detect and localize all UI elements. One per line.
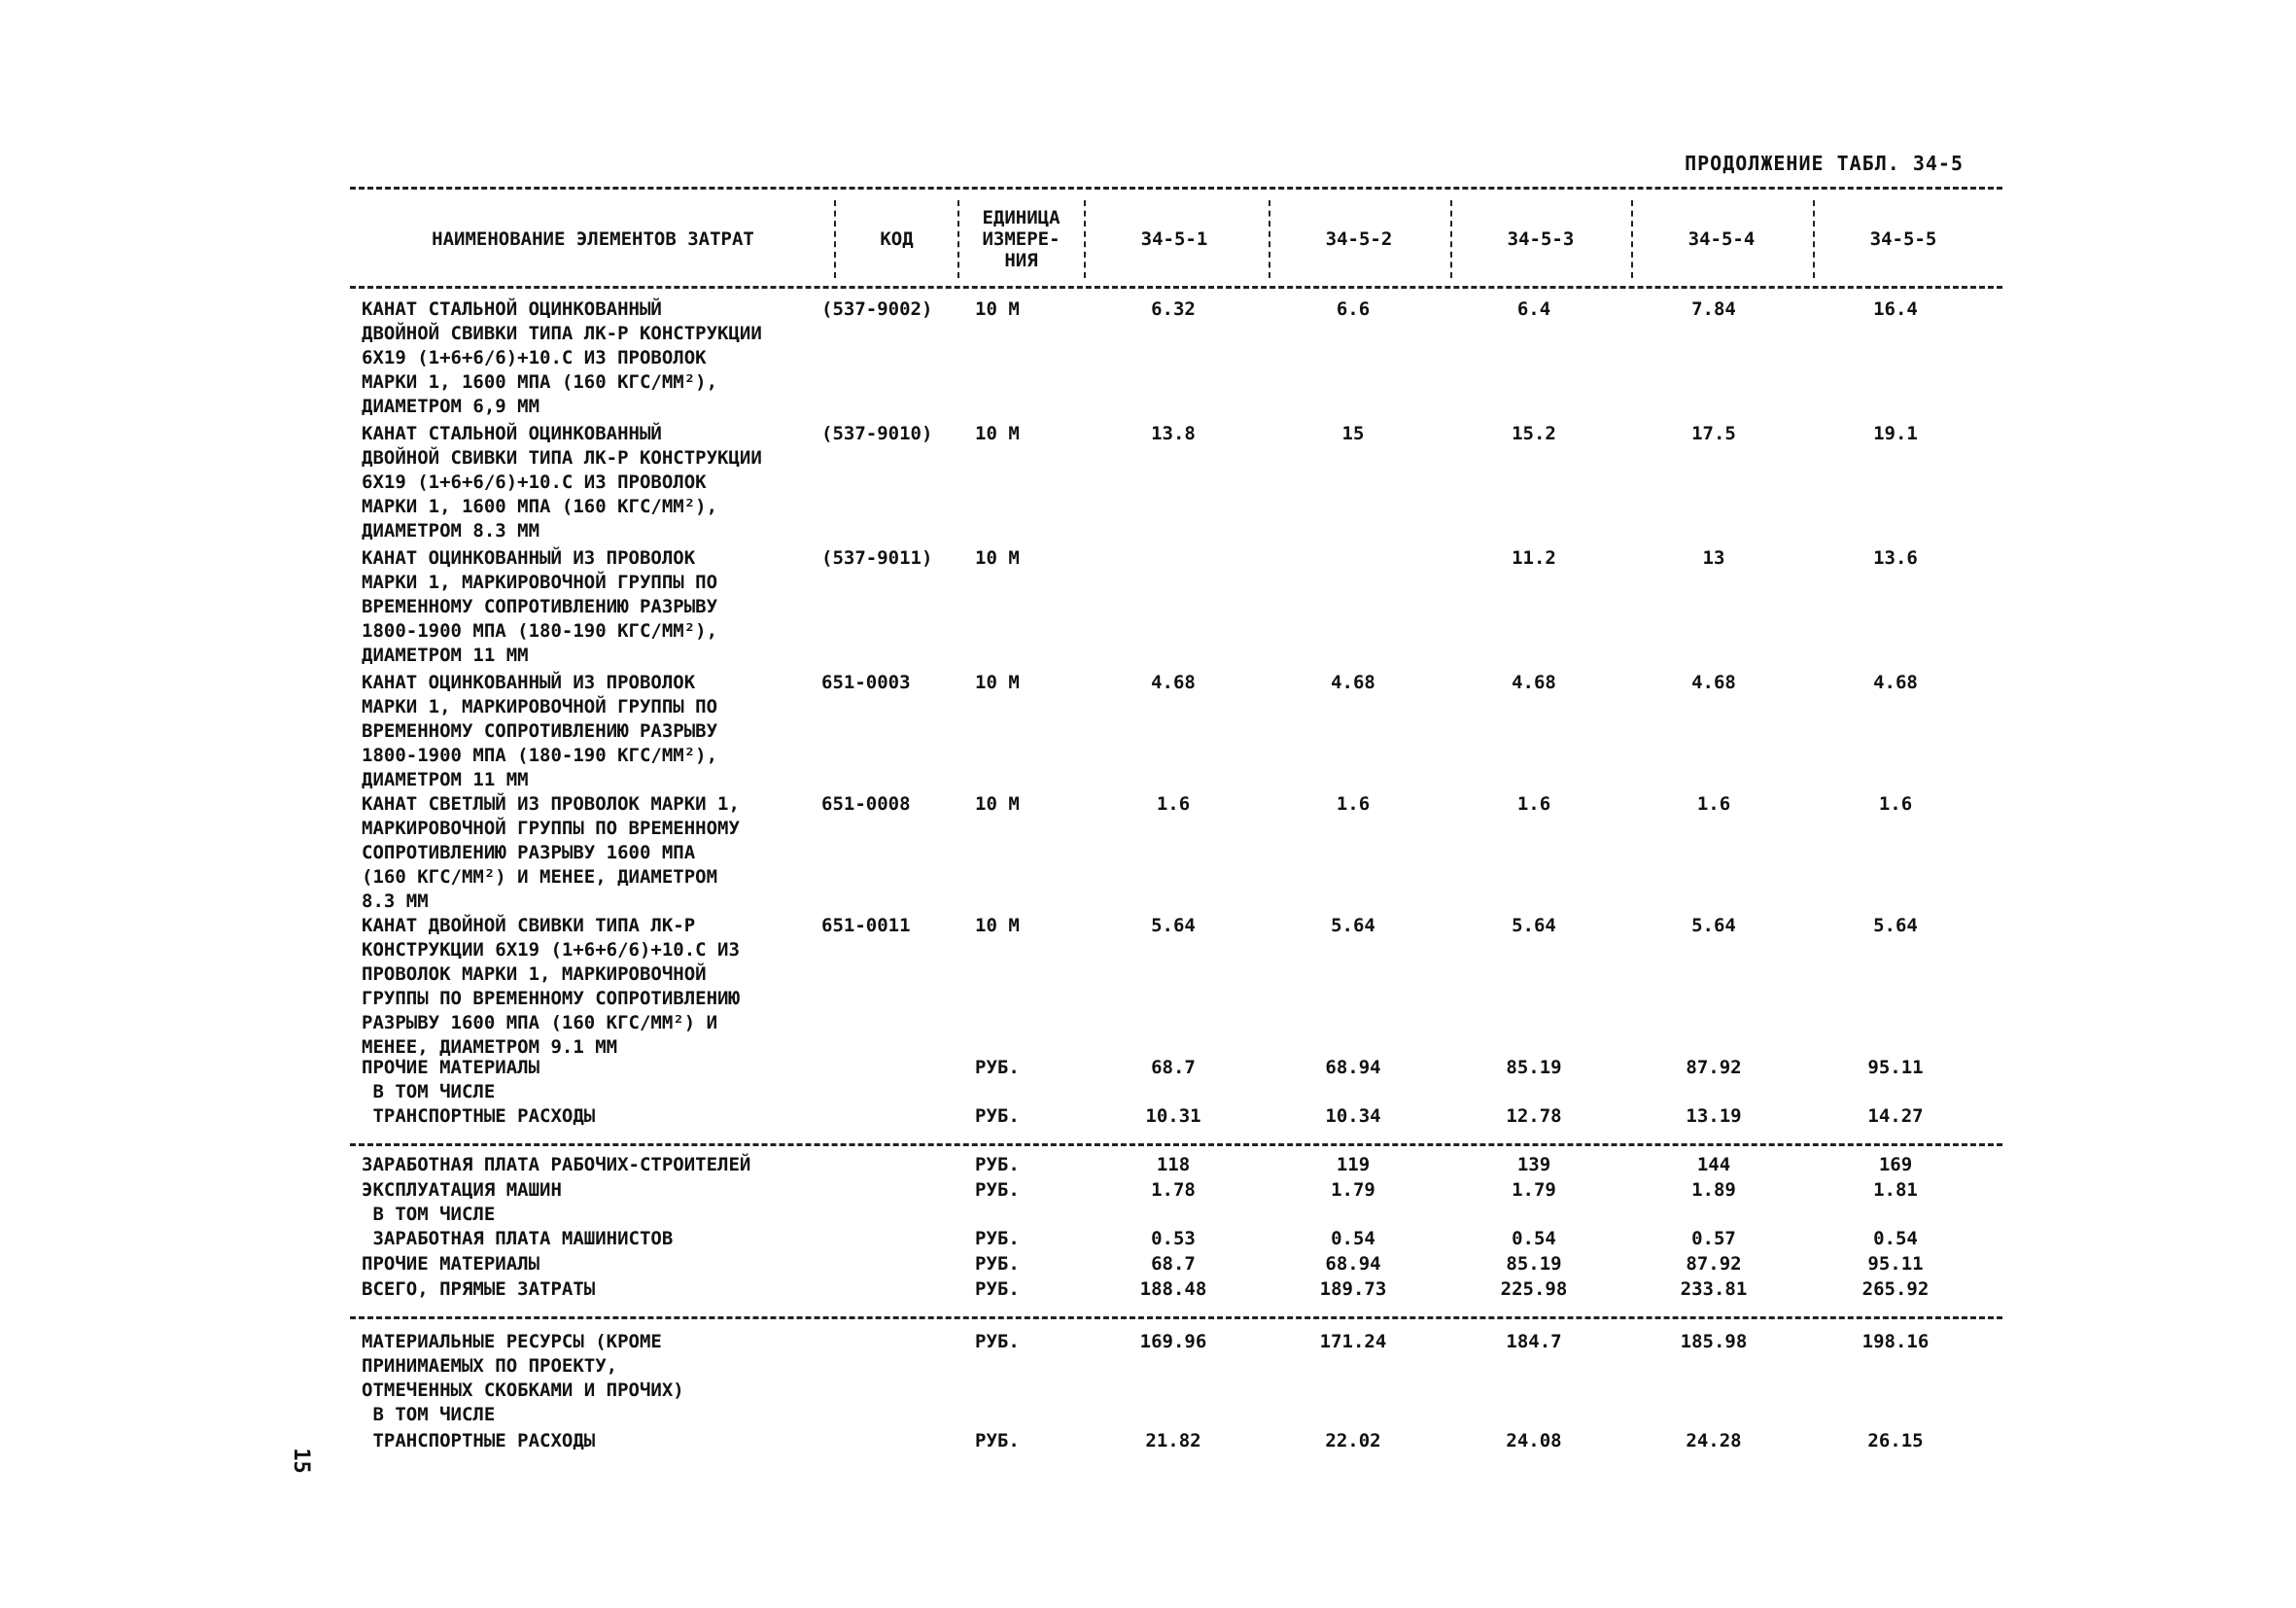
row-value-5: 19.1 (1873, 423, 1918, 444)
row-value-5: 95.11 (1867, 1057, 1924, 1078)
row-name: КАНАТ ОЦИНКОВАННЫЙ ИЗ ПРОВОЛОК МАРКИ 1, МАРКИРОВОЧНОЙ ГРУППЫ ПО ВРЕМЕННОМУ СОПРОТИВЛЕНИЮ РАЗРЫВУ 1800-1900 МПА (180-190 КГС/ММ²), ДИАМЕТРОМ 11 ММ (362, 672, 718, 790)
row-value-4: 87.92 (1686, 1057, 1742, 1078)
row-value-3: 24.08 (1506, 1430, 1562, 1451)
row-name: ТРАНСПОРТНЫЕ РАСХОДЫ (362, 1430, 596, 1451)
row-value-4: 7.84 (1691, 298, 1736, 320)
row-value-2: 15 (1341, 423, 1365, 444)
row-value-1: 1.6 (1156, 793, 1191, 815)
row-value-4: 5.64 (1691, 915, 1736, 936)
row-value-4: 13 (1702, 547, 1725, 569)
row-value-5: 16.4 (1873, 298, 1918, 320)
row-value-2: 119 (1336, 1154, 1371, 1175)
row-name: МАТЕРИАЛЬНЫЕ РЕСУРСЫ (КРОМЕ ПРИНИМАЕМЫХ ПО ПРОЕКТУ, ОТМЕЧЕННЫХ СКОБКАМИ И ПРОЧИХ) В ТОМ ЧИСЛЕ (362, 1331, 684, 1425)
row-value-5: 13.6 (1873, 547, 1918, 569)
page-number: 15 (288, 1448, 313, 1474)
row-name: КАНАТ СТАЛЬНОЙ ОЦИНКОВАННЫЙ ДВОЙНОЙ СВИВКИ ТИПА ЛК-Р КОНСТРУКЦИИ 6Х19 (1+6+6/6)+10.С ИЗ ПРОВОЛОК МАРКИ 1, 1600 МПА (160 КГС/ММ²), ДИАМЕТРОМ 6,9 ММ (362, 298, 762, 417)
row-value-1: 68.7 (1151, 1057, 1196, 1078)
section-rule (350, 1316, 2002, 1319)
row-value-1: 6.32 (1151, 298, 1196, 320)
header-col-5: 34-5-5 (1869, 228, 1937, 250)
row-code: (537-9002) (821, 298, 933, 320)
row-value-3: 0.54 (1512, 1228, 1556, 1249)
header-col-3: 34-5-3 (1507, 228, 1575, 250)
header-code: КОД (880, 228, 914, 250)
row-value-3: 139 (1516, 1154, 1551, 1175)
row-value-5: 1.81 (1873, 1179, 1918, 1201)
row-unit: 10 М (975, 298, 1020, 320)
row-value-2: 4.68 (1331, 672, 1375, 693)
header-name: НАИМЕНОВАНИЕ ЭЛЕМЕНТОВ ЗАТРАТ (432, 228, 754, 250)
row-name: ПРОЧИЕ МАТЕРИАЛЫ В ТОМ ЧИСЛЕ (362, 1057, 540, 1102)
row-unit: РУБ. (975, 1331, 1020, 1352)
row-value-3: 1.79 (1512, 1179, 1556, 1201)
row-value-4: 17.5 (1691, 423, 1736, 444)
row-value-2: 6.6 (1336, 298, 1371, 320)
row-unit: РУБ. (975, 1278, 1020, 1300)
header-divider (1631, 200, 1633, 278)
row-code: (537-9010) (821, 423, 933, 444)
header-col-4: 34-5-4 (1687, 228, 1756, 250)
row-value-3: 11.2 (1512, 547, 1556, 569)
header-divider (957, 200, 959, 278)
row-value-2: 171.24 (1319, 1331, 1387, 1352)
table-header (350, 194, 2002, 284)
row-code: 651-0008 (821, 793, 911, 815)
table-continuation-label: ПРОДОЛЖЕНИЕ ТАБЛ. 34-5 (1685, 152, 1964, 175)
row-value-5: 26.15 (1867, 1430, 1924, 1451)
row-value-3: 225.98 (1500, 1278, 1568, 1300)
row-value-4: 4.68 (1691, 672, 1736, 693)
row-value-2: 10.34 (1325, 1105, 1381, 1127)
row-value-5: 14.27 (1867, 1105, 1924, 1127)
row-name: ВСЕГО, ПРЯМЫЕ ЗАТРАТЫ (362, 1278, 596, 1300)
row-unit: РУБ. (975, 1154, 1020, 1175)
row-value-2: 22.02 (1325, 1430, 1381, 1451)
row-value-3: 1.6 (1516, 793, 1551, 815)
header-divider (1450, 200, 1452, 278)
row-value-5: 265.92 (1861, 1278, 1930, 1300)
row-unit: 10 М (975, 423, 1020, 444)
row-value-4: 233.81 (1680, 1278, 1748, 1300)
row-value-4: 1.6 (1696, 793, 1731, 815)
row-value-2: 0.54 (1331, 1228, 1375, 1249)
row-name: ПРОЧИЕ МАТЕРИАЛЫ (362, 1253, 540, 1275)
table-header-rule (350, 286, 2002, 289)
row-value-3: 12.78 (1506, 1105, 1562, 1127)
row-unit: РУБ. (975, 1430, 1020, 1451)
row-unit: РУБ. (975, 1179, 1020, 1201)
row-value-2: 68.94 (1325, 1253, 1381, 1275)
row-value-2: 189.73 (1319, 1278, 1387, 1300)
row-name: КАНАТ ОЦИНКОВАННЫЙ ИЗ ПРОВОЛОК МАРКИ 1, МАРКИРОВОЧНОЙ ГРУППЫ ПО ВРЕМЕННОМУ СОПРОТИВЛЕНИЮ РАЗРЫВУ 1800-1900 МПА (180-190 КГС/ММ²), ДИАМЕТРОМ 11 ММ (362, 547, 718, 666)
row-value-2: 68.94 (1325, 1057, 1381, 1078)
row-value-5: 169 (1878, 1154, 1913, 1175)
header-divider (1813, 200, 1815, 278)
row-value-5: 95.11 (1867, 1253, 1924, 1275)
row-value-1: 4.68 (1151, 672, 1196, 693)
row-value-4: 1.89 (1691, 1179, 1736, 1201)
row-code: (537-9011) (821, 547, 933, 569)
header-divider (1084, 200, 1086, 278)
row-value-4: 87.92 (1686, 1253, 1742, 1275)
row-value-5: 0.54 (1873, 1228, 1918, 1249)
row-value-1: 13.8 (1151, 423, 1196, 444)
row-value-2: 1.6 (1336, 793, 1371, 815)
row-value-4: 13.19 (1686, 1105, 1742, 1127)
header-col-1: 34-5-1 (1140, 228, 1208, 250)
row-unit: 10 М (975, 793, 1020, 815)
row-value-1: 5.64 (1151, 915, 1196, 936)
row-value-1: 118 (1156, 1154, 1191, 1175)
section-rule (350, 1143, 2002, 1146)
row-value-3: 5.64 (1512, 915, 1556, 936)
row-unit: 10 М (975, 915, 1020, 936)
row-value-3: 85.19 (1506, 1253, 1562, 1275)
row-value-5: 1.6 (1878, 793, 1913, 815)
row-code: 651-0011 (821, 915, 911, 936)
row-value-1: 169.96 (1139, 1331, 1207, 1352)
row-unit: РУБ. (975, 1057, 1020, 1078)
row-value-5: 198.16 (1861, 1331, 1930, 1352)
row-value-2: 5.64 (1331, 915, 1375, 936)
row-name: ЗАРАБОТНАЯ ПЛАТА РАБОЧИХ-СТРОИТЕЛЕЙ (362, 1154, 751, 1175)
row-value-1: 21.82 (1145, 1430, 1201, 1451)
row-unit: РУБ. (975, 1228, 1020, 1249)
row-value-5: 5.64 (1873, 915, 1918, 936)
row-value-3: 6.4 (1516, 298, 1551, 320)
row-name: ЗАРАБОТНАЯ ПЛАТА МАШИНИСТОВ (362, 1228, 674, 1249)
row-value-4: 185.98 (1680, 1331, 1748, 1352)
row-value-5: 4.68 (1873, 672, 1918, 693)
row-code: 651-0003 (821, 672, 911, 693)
header-divider (1269, 200, 1270, 278)
row-value-3: 184.7 (1506, 1331, 1562, 1352)
row-name: ЭКСПЛУАТАЦИЯ МАШИН В ТОМ ЧИСЛЕ (362, 1179, 562, 1225)
row-value-3: 4.68 (1512, 672, 1556, 693)
row-value-4: 24.28 (1686, 1430, 1742, 1451)
row-unit: РУБ. (975, 1253, 1020, 1275)
row-value-3: 15.2 (1512, 423, 1556, 444)
row-name: КАНАТ СТАЛЬНОЙ ОЦИНКОВАННЫЙ ДВОЙНОЙ СВИВКИ ТИПА ЛК-Р КОНСТРУКЦИИ 6Х19 (1+6+6/6)+10.С ИЗ ПРОВОЛОК МАРКИ 1, 1600 МПА (160 КГС/ММ²), ДИАМЕТРОМ 8.3 ММ (362, 423, 762, 542)
header-unit: ЕДИНИЦА ИЗМЕРЕ- НИЯ (982, 207, 1061, 271)
row-value-1: 0.53 (1151, 1228, 1196, 1249)
row-name: КАНАТ СВЕТЛЫЙ ИЗ ПРОВОЛОК МАРКИ 1, МАРКИРОВОЧНОЙ ГРУППЫ ПО ВРЕМЕННОМУ СОПРОТИВЛЕНИЮ РАЗРЫВУ 1600 МПА (160 КГС/ММ²) И МЕНЕЕ, ДИАМЕТРОМ 8.3 ММ (362, 793, 740, 912)
row-value-4: 0.57 (1691, 1228, 1736, 1249)
row-value-1: 1.78 (1151, 1179, 1196, 1201)
row-value-2: 1.79 (1331, 1179, 1375, 1201)
row-unit: 10 М (975, 672, 1020, 693)
header-col-2: 34-5-2 (1325, 228, 1393, 250)
row-value-1: 10.31 (1145, 1105, 1201, 1127)
row-unit: 10 М (975, 547, 1020, 569)
row-value-3: 85.19 (1506, 1057, 1562, 1078)
row-value-1: 188.48 (1139, 1278, 1207, 1300)
row-unit: РУБ. (975, 1105, 1020, 1127)
row-name: ТРАНСПОРТНЫЕ РАСХОДЫ (362, 1105, 596, 1127)
row-value-1: 68.7 (1151, 1253, 1196, 1275)
row-name: КАНАТ ДВОЙНОЙ СВИВКИ ТИПА ЛК-Р КОНСТРУКЦИИ 6Х19 (1+6+6/6)+10.С ИЗ ПРОВОЛОК МАРКИ 1, МАРКИРОВОЧНОЙ ГРУППЫ ПО ВРЕМЕННОМУ СОПРОТИВЛЕНИЮ РАЗРЫВУ 1600 МПА (160 КГС/ММ²) И МЕНЕЕ, ДИАМЕТРОМ 9.1 ММ (362, 915, 740, 1058)
table-top-rule (350, 187, 2002, 190)
row-value-4: 144 (1696, 1154, 1731, 1175)
